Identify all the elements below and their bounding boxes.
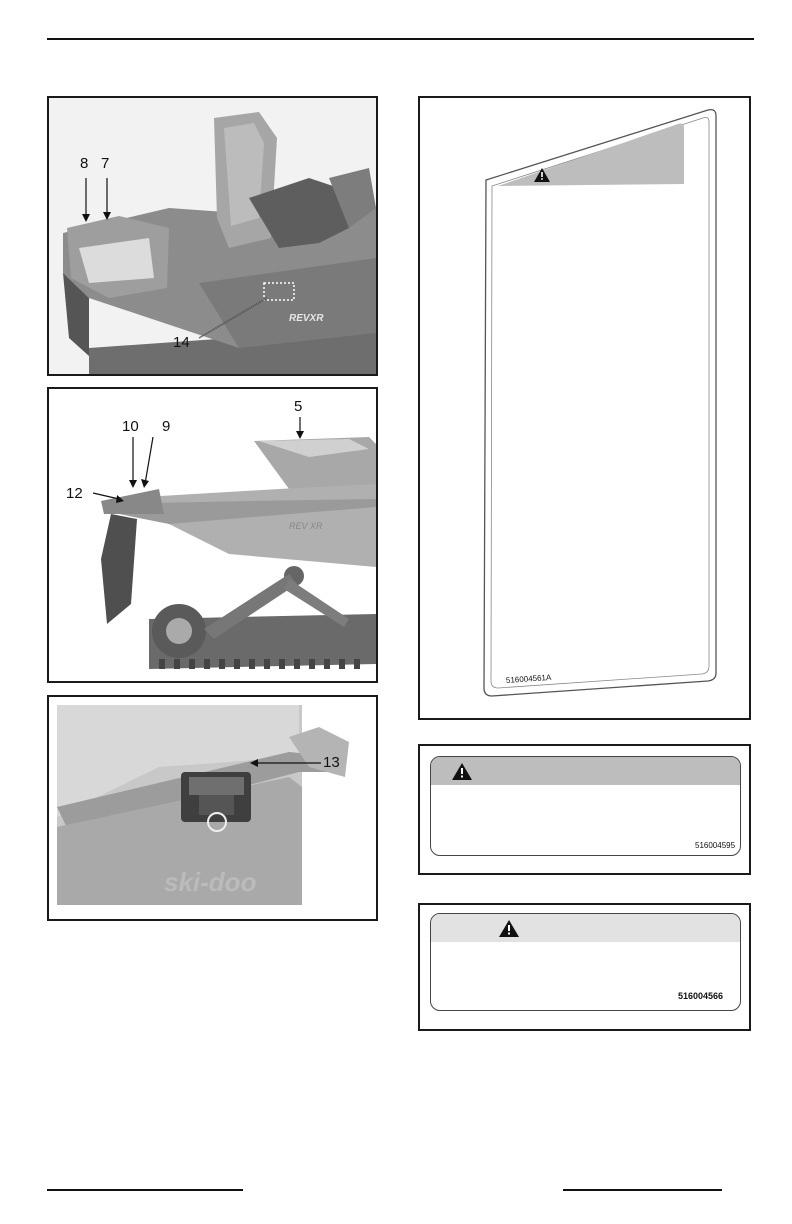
footer-rule-left: [47, 1189, 243, 1191]
brand-badge: ski-doo: [164, 867, 257, 897]
decal-tall-outline: [420, 98, 749, 718]
figure-3-frame: [47, 695, 378, 921]
warning-triangle-icon: [499, 920, 519, 942]
footer-rule-right: [563, 1189, 722, 1191]
callout-5: 5: [294, 398, 303, 415]
figure-2-frame: [47, 387, 378, 683]
decal-part-number: 516004595: [695, 841, 736, 850]
callout-12: 12: [66, 485, 83, 502]
figure-2-photo: [49, 389, 376, 681]
callout-14: 14: [173, 334, 190, 351]
decal-medium-frame: [418, 744, 751, 875]
decal-tall-frame: [418, 96, 751, 720]
brand-badge: REVXR: [289, 313, 324, 324]
header-rule: [47, 38, 754, 40]
callout-7: 7: [101, 155, 110, 172]
decal-small: [430, 913, 741, 1011]
callout-9: 9: [162, 418, 171, 435]
figure-1-frame: [47, 96, 378, 376]
decal-header: [431, 914, 740, 942]
decal-header: [431, 757, 740, 785]
callout-13: 13: [323, 754, 340, 771]
decal-medium: [430, 756, 741, 856]
callout-10: 10: [122, 418, 139, 435]
callout-8: 8: [80, 155, 89, 172]
warning-triangle-icon: [534, 168, 550, 187]
figure-1-photo: [49, 98, 376, 374]
decal-part-number: 516004566: [678, 991, 724, 1001]
warning-triangle-icon: [452, 763, 472, 785]
brand-badge: REV XR: [289, 521, 323, 531]
decal-part-number: 516004561A: [505, 672, 552, 685]
decal-small-frame: [418, 903, 751, 1031]
